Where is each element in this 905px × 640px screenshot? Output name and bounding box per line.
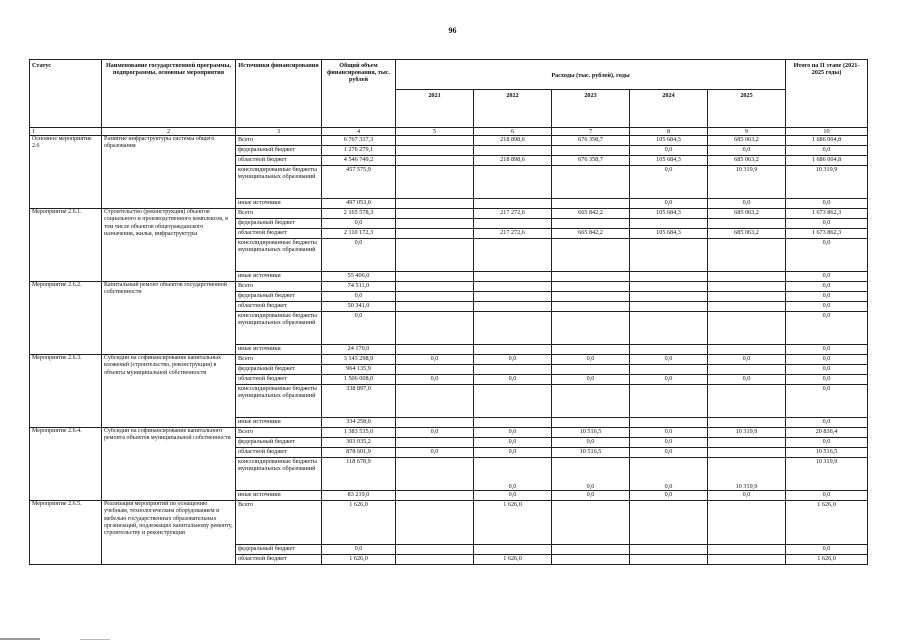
- stage-total-cell: 0,0: [786, 239, 868, 272]
- year-value-cell: [474, 166, 552, 199]
- year-value-cell: [630, 555, 708, 565]
- year-value-cell: [630, 385, 708, 418]
- year-value-cell: 0,0: [708, 375, 786, 385]
- year-value-cell: [708, 438, 786, 448]
- source-cell: федеральный бюджет: [236, 545, 322, 555]
- table-row: [30, 136, 868, 146]
- year-value-cell: 0,0: [708, 199, 786, 209]
- status-cell: Мероприятие 2.6.5.: [30, 501, 102, 565]
- year-value-cell: 0,0: [474, 448, 552, 458]
- col-number: 8: [630, 128, 708, 136]
- year-value-cell: [708, 345, 786, 355]
- year-value-cell: 0,0: [630, 448, 708, 458]
- year-value-cell: [552, 501, 630, 545]
- year-value-cell: 105 684,3: [630, 136, 708, 146]
- source-cell: Всего: [236, 282, 322, 292]
- year-value-cell: [396, 438, 474, 448]
- year-value-cell: [630, 219, 708, 229]
- source-cell: Всего: [236, 136, 322, 146]
- year-value-cell: [396, 545, 474, 555]
- year-value-cell: 0,0: [474, 428, 552, 438]
- year-value-cell: 676 358,7: [552, 136, 630, 146]
- year-value-cell: [474, 345, 552, 355]
- year-value-cell: 0,0: [552, 355, 630, 365]
- year-value-cell: [630, 345, 708, 355]
- year-value-cell: [552, 345, 630, 355]
- source-cell: Всего: [236, 501, 322, 545]
- col-number: 2: [102, 128, 236, 136]
- stage-total-cell: 0,0: [786, 438, 868, 448]
- year-value-cell: 1 626,0: [474, 555, 552, 565]
- total-cell: 83 219,0: [322, 491, 396, 501]
- stage-total-cell: 0,0: [786, 365, 868, 375]
- measure-name-cell: Развитие инфраструктуры системы общего образования: [102, 136, 236, 209]
- year-value-cell: [396, 365, 474, 375]
- year-value-cell: [396, 302, 474, 312]
- table-body: [30, 136, 868, 565]
- measure-name-cell: Субсидии на софинансирование капитальных вложений (строительство, реконструкция) в объекты муниципальной собственности: [102, 355, 236, 428]
- year-value-cell: 217 272,6: [474, 229, 552, 239]
- year-value-cell: 685 063,2: [708, 209, 786, 219]
- table-row: [30, 355, 868, 365]
- year-value-cell: [630, 302, 708, 312]
- year-value-cell: [552, 219, 630, 229]
- total-cell: 74 511,0: [322, 282, 396, 292]
- col-number: 9: [708, 128, 786, 136]
- year-value-cell: 0,0: [396, 448, 474, 458]
- year-value-cell: [396, 385, 474, 418]
- header-year-2023: 2023: [552, 90, 630, 128]
- total-cell: 497 053,0: [322, 199, 396, 209]
- header-year-2022: 2022: [474, 90, 552, 128]
- year-value-cell: [396, 555, 474, 565]
- year-value-cell: [396, 239, 474, 272]
- total-cell: 303 035,2: [322, 438, 396, 448]
- year-value-cell: [474, 365, 552, 375]
- total-cell: 964 135,9: [322, 365, 396, 375]
- year-value-cell: 0,0: [396, 355, 474, 365]
- stage-total-cell: 0,0: [786, 302, 868, 312]
- header-sources: Источники финансирования: [236, 60, 322, 128]
- year-value-cell: 0,0: [630, 146, 708, 156]
- year-value-cell: [474, 146, 552, 156]
- year-value-cell: [552, 199, 630, 209]
- year-value-cell: [630, 501, 708, 545]
- header-year-2021: 2021: [396, 90, 474, 128]
- source-cell: Всего: [236, 209, 322, 219]
- status-cell: Мероприятие 2.6.3.: [30, 355, 102, 428]
- year-value-cell: [630, 545, 708, 555]
- col-number: 5: [396, 128, 474, 136]
- status-cell: Основное мероприятие 2.6: [30, 136, 102, 209]
- source-cell: областной бюджет: [236, 375, 322, 385]
- year-value-cell: 665 842,2: [552, 229, 630, 239]
- year-value-cell: 105 684,3: [630, 156, 708, 166]
- year-value-cell: [474, 545, 552, 555]
- measure-name-cell: Капитальный ремонт объектов государственной собственности: [102, 282, 236, 355]
- total-cell: 1 626,0: [322, 501, 396, 545]
- year-value-cell: [708, 282, 786, 292]
- year-value-cell: 0,0: [474, 355, 552, 365]
- year-value-cell: [630, 292, 708, 302]
- year-value-cell: [552, 302, 630, 312]
- year-value-cell: 0,0: [630, 438, 708, 448]
- source-cell: иные источники: [236, 199, 322, 209]
- stage-total-cell: 10 319,9: [786, 166, 868, 199]
- source-cell: консолидированные бюджеты муниципальных образований: [236, 458, 322, 491]
- total-cell: 0,0: [322, 292, 396, 302]
- total-cell: 2 110 172,3: [322, 229, 396, 239]
- year-value-cell: [708, 365, 786, 375]
- year-value-cell: 218 898,6: [474, 136, 552, 146]
- year-value-cell: [474, 272, 552, 282]
- year-value-cell: 676 358,7: [552, 156, 630, 166]
- total-cell: 0,0: [322, 219, 396, 229]
- year-value-cell: 0,0: [708, 491, 786, 501]
- year-value-cell: [552, 239, 630, 272]
- year-value-cell: 217 272,6: [474, 209, 552, 219]
- year-value-cell: [708, 302, 786, 312]
- year-value-cell: [396, 501, 474, 545]
- year-value-cell: 10 319,9: [708, 166, 786, 199]
- source-cell: федеральный бюджет: [236, 292, 322, 302]
- source-cell: консолидированные бюджеты муниципальных образований: [236, 312, 322, 345]
- stage-total-cell: 0,0: [786, 355, 868, 365]
- source-cell: иные источники: [236, 272, 322, 282]
- stage-total-cell: 10 319,9: [786, 458, 868, 491]
- total-cell: 2 165 578,3: [322, 209, 396, 219]
- year-value-cell: 10 319,9: [708, 458, 786, 491]
- stage-total-cell: 1 626,0: [786, 501, 868, 545]
- source-cell: консолидированные бюджеты муниципальных образований: [236, 385, 322, 418]
- year-value-cell: [396, 272, 474, 282]
- stage-total-cell: 0,0: [786, 345, 868, 355]
- stage-total-cell: 0,0: [786, 312, 868, 345]
- year-value-cell: 1 626,0: [474, 501, 552, 545]
- year-value-cell: 0,0: [552, 458, 630, 491]
- year-value-cell: [630, 312, 708, 345]
- year-value-cell: 0,0: [630, 375, 708, 385]
- header-total: Общий объем финансирования, тыс. рублей: [322, 60, 396, 128]
- header-status: Статус: [30, 60, 102, 128]
- year-value-cell: [552, 292, 630, 302]
- year-value-cell: 0,0: [474, 375, 552, 385]
- source-cell: областной бюджет: [236, 229, 322, 239]
- stage-total-cell: 1 686 004,8: [786, 136, 868, 146]
- header-year-2024: 2024: [630, 90, 708, 128]
- year-value-cell: 0,0: [630, 491, 708, 501]
- source-cell: областной бюджет: [236, 555, 322, 565]
- header-program: Наименование государственной программы, подпрограммы, основные мероприятия: [102, 60, 236, 128]
- year-value-cell: [396, 458, 474, 491]
- year-value-cell: [474, 282, 552, 292]
- year-value-cell: [552, 418, 630, 428]
- source-cell: областной бюджет: [236, 448, 322, 458]
- measure-name-cell: Строительство (реконструкция) объектов социального и производственного комплексов, в том числе объектов общегражданского назначения, жилья, инфраструктуры: [102, 209, 236, 282]
- year-value-cell: 10 516,5: [552, 448, 630, 458]
- year-value-cell: 0,0: [630, 428, 708, 438]
- year-value-cell: [396, 219, 474, 229]
- year-value-cell: [708, 418, 786, 428]
- total-cell: 55 406,0: [322, 272, 396, 282]
- stage-total-cell: 0,0: [786, 375, 868, 385]
- source-cell: областной бюджет: [236, 156, 322, 166]
- year-value-cell: [474, 418, 552, 428]
- year-value-cell: [552, 312, 630, 345]
- source-cell: консолидированные бюджеты муниципальных образований: [236, 166, 322, 199]
- year-value-cell: [552, 272, 630, 282]
- measure-name-cell: Реализация мероприятий по оснащению учебным, технологическим оборудованием и мебелью государственных образовательных организаций, подлежащих капитальному ремонту, строительству и реконструкции: [102, 501, 236, 565]
- year-value-cell: 105 684,3: [630, 209, 708, 219]
- total-cell: 1 383 535,0: [322, 428, 396, 438]
- source-cell: областной бюджет: [236, 302, 322, 312]
- source-cell: федеральный бюджет: [236, 146, 322, 156]
- col-number: 7: [552, 128, 630, 136]
- year-value-cell: [630, 282, 708, 292]
- total-cell: 50 341,0: [322, 302, 396, 312]
- total-cell: 1 276 279,1: [322, 146, 396, 156]
- year-value-cell: [474, 302, 552, 312]
- year-value-cell: [630, 365, 708, 375]
- source-cell: иные источники: [236, 418, 322, 428]
- stage-total-cell: 0,0: [786, 292, 868, 302]
- table-header: [30, 60, 868, 136]
- year-value-cell: [708, 545, 786, 555]
- year-value-cell: 218 898,6: [474, 156, 552, 166]
- total-cell: 878 601,9: [322, 448, 396, 458]
- measure-name-cell: Субсидии на софинансирование капитального ремонта объектов муниципальной собственности: [102, 428, 236, 501]
- year-value-cell: [474, 312, 552, 345]
- year-value-cell: [396, 166, 474, 199]
- col-number: 6: [474, 128, 552, 136]
- source-cell: иные источники: [236, 345, 322, 355]
- stage-total-cell: 1 673 862,3: [786, 229, 868, 239]
- stage-total-cell: 1 673 862,3: [786, 209, 868, 219]
- stage-total-cell: 0,0: [786, 219, 868, 229]
- year-value-cell: [474, 199, 552, 209]
- year-value-cell: 0,0: [630, 355, 708, 365]
- year-value-cell: 0,0: [708, 146, 786, 156]
- year-value-cell: 105 684,3: [630, 229, 708, 239]
- year-value-cell: [474, 385, 552, 418]
- stage-total-cell: 0,0: [786, 282, 868, 292]
- year-value-cell: 0,0: [552, 491, 630, 501]
- year-value-cell: [708, 501, 786, 545]
- year-value-cell: [630, 418, 708, 428]
- year-value-cell: [396, 156, 474, 166]
- header-stage-total: Итого на II этапе (2021-2025 годы): [786, 60, 868, 128]
- year-value-cell: [474, 292, 552, 302]
- stage-total-cell: 0,0: [786, 272, 868, 282]
- stage-total-cell: 0,0: [786, 491, 868, 501]
- year-value-cell: [396, 491, 474, 501]
- total-cell: 1 626,0: [322, 555, 396, 565]
- year-value-cell: 10 516,5: [552, 428, 630, 438]
- year-value-cell: [396, 345, 474, 355]
- header-expenses: Расходы (тыс. рублей), годы: [396, 60, 786, 90]
- stage-total-cell: 10 516,5: [786, 448, 868, 458]
- table-row: [30, 282, 868, 292]
- total-cell: 6 767 337,3: [322, 136, 396, 146]
- year-value-cell: 10 319,9: [708, 428, 786, 438]
- year-value-cell: [552, 166, 630, 199]
- total-cell: 4 546 749,2: [322, 156, 396, 166]
- year-value-cell: 0,0: [474, 491, 552, 501]
- year-value-cell: [708, 555, 786, 565]
- source-cell: федеральный бюджет: [236, 438, 322, 448]
- year-value-cell: 0,0: [630, 199, 708, 209]
- year-value-cell: 0,0: [474, 458, 552, 491]
- year-value-cell: [474, 219, 552, 229]
- year-value-cell: 0,0: [552, 375, 630, 385]
- source-cell: федеральный бюджет: [236, 219, 322, 229]
- year-value-cell: [708, 292, 786, 302]
- year-value-cell: 0,0: [708, 355, 786, 365]
- year-value-cell: [396, 292, 474, 302]
- year-value-cell: 0,0: [396, 375, 474, 385]
- page-number: 96: [448, 26, 457, 35]
- total-cell: 334 258,0: [322, 418, 396, 428]
- year-value-cell: 0,0: [552, 438, 630, 448]
- stage-total-cell: 1 626,0: [786, 555, 868, 565]
- total-cell: 457 575,9: [322, 166, 396, 199]
- stage-total-cell: 0,0: [786, 418, 868, 428]
- year-value-cell: 685 063,2: [708, 229, 786, 239]
- stage-total-cell: 0,0: [786, 385, 868, 418]
- col-number: 4: [322, 128, 396, 136]
- stage-total-cell: 0,0: [786, 545, 868, 555]
- year-value-cell: [552, 282, 630, 292]
- year-value-cell: 0,0: [630, 166, 708, 199]
- total-cell: 0,0: [322, 545, 396, 555]
- year-value-cell: 685 063,2: [708, 156, 786, 166]
- stage-total-cell: 20 836,4: [786, 428, 868, 438]
- year-value-cell: 665 842,2: [552, 209, 630, 219]
- year-value-cell: [708, 239, 786, 272]
- year-value-cell: [396, 282, 474, 292]
- year-value-cell: [552, 555, 630, 565]
- source-cell: федеральный бюджет: [236, 365, 322, 375]
- year-value-cell: [396, 136, 474, 146]
- source-cell: Всего: [236, 428, 322, 438]
- stage-total-cell: 0,0: [786, 146, 868, 156]
- year-value-cell: [552, 365, 630, 375]
- year-value-cell: [396, 312, 474, 345]
- total-cell: 0,0: [322, 239, 396, 272]
- table-row: [30, 209, 868, 219]
- table-row: [30, 501, 868, 545]
- total-cell: 0,0: [322, 312, 396, 345]
- total-cell: 338 897,0: [322, 385, 396, 418]
- year-value-cell: [708, 272, 786, 282]
- year-value-cell: [552, 385, 630, 418]
- source-cell: иные источники: [236, 491, 322, 501]
- year-value-cell: [396, 146, 474, 156]
- total-cell: 24 170,0: [322, 345, 396, 355]
- header-year-2025: 2025: [708, 90, 786, 128]
- year-value-cell: [708, 312, 786, 345]
- year-value-cell: [630, 272, 708, 282]
- stage-total-cell: 1 686 004,8: [786, 156, 868, 166]
- col-number: 3: [236, 128, 322, 136]
- year-value-cell: 685 063,2: [708, 136, 786, 146]
- col-number: 10: [786, 128, 868, 136]
- year-value-cell: 0,0: [630, 458, 708, 491]
- year-value-cell: [396, 209, 474, 219]
- col-number: 1: [30, 128, 102, 136]
- year-value-cell: [552, 545, 630, 555]
- stage-total-cell: 0,0: [786, 199, 868, 209]
- year-value-cell: 0,0: [474, 438, 552, 448]
- status-cell: Мероприятие 2.6.1.: [30, 209, 102, 282]
- year-value-cell: [630, 239, 708, 272]
- source-cell: Всего: [236, 355, 322, 365]
- year-value-cell: [552, 146, 630, 156]
- year-value-cell: [396, 229, 474, 239]
- status-cell: Мероприятие 2.6.4.: [30, 428, 102, 501]
- status-cell: Мероприятие 2.6.2.: [30, 282, 102, 355]
- table-row: [30, 428, 868, 438]
- year-value-cell: 0,0: [396, 428, 474, 438]
- total-cell: 118 678,9: [322, 458, 396, 491]
- year-value-cell: [396, 199, 474, 209]
- year-value-cell: [708, 448, 786, 458]
- budget-table: [29, 59, 868, 565]
- total-cell: 1 506 008,0: [322, 375, 396, 385]
- column-numbers-row: [30, 128, 868, 136]
- year-value-cell: [396, 418, 474, 428]
- year-value-cell: [708, 219, 786, 229]
- year-value-cell: [474, 239, 552, 272]
- year-value-cell: [708, 385, 786, 418]
- source-cell: консолидированные бюджеты муниципальных образований: [236, 239, 322, 272]
- total-cell: 3 143 298,9: [322, 355, 396, 365]
